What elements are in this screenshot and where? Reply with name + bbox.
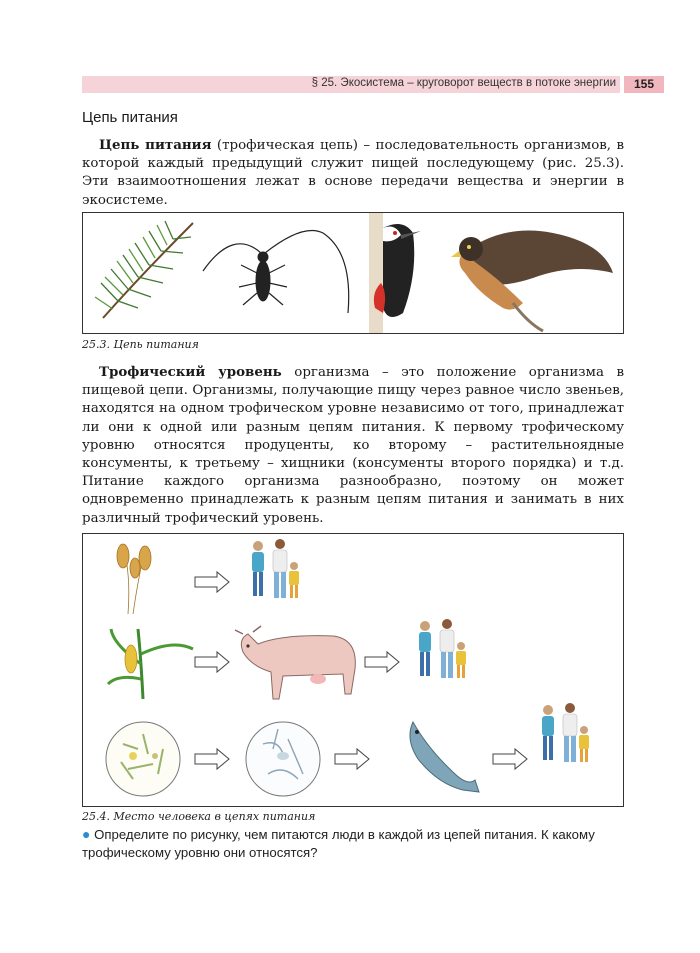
running-title: § 25. Экосистема – круговорот веществ в потоке энергии [311,77,616,89]
family-icon [419,619,466,678]
longhorn-beetle-icon [203,231,349,314]
arrow-icon [493,749,527,769]
cow-icon [235,626,355,699]
term-food-chain: Цепь питания [99,137,212,153]
paragraph-trophic-level-text: организма – это положение организма в пищевой цепи. Организмы, получающие пищу через равное число звеньев, находятся на одном трофическом уровне независимо от того, принадлежат ли они к одной или разным цепям питания. К первому трофическому уровню относятся продуценты, ко второму – растительноядные консументы, к третьему – хищники (консументы второго порядка) и т.д. Питание каждого организма разнообразно, поэтому он может одновременно принадлежать к разным цепям питания и занимать в них различный трофический уровень. [82,365,624,526]
paragraph-food-chain [82,136,624,210]
figure-caption-25-4: 25.4. Место человека в цепях питания [82,810,316,823]
section-title: Цепь питания [82,109,178,126]
figure-human-food-chains [82,533,624,807]
hawk-icon [451,231,613,332]
arrow-icon [195,749,229,769]
paragraph-food-chain-text: (трофическая цепь) – последовательность организмов, в которой каждый предыдущий служит пищей последующему (рис. 25.3). Эти взаимоотношения лежат в основе передачи вещества и энергии в экосистеме. [82,138,624,208]
spruce-branch-icon [95,221,193,318]
chain-plankton [106,703,589,796]
food-chain-illustration [83,213,623,333]
paragraph-trophic-level [82,363,624,528]
bullet-icon: ● [82,826,91,842]
family-icon [542,703,589,762]
chain-corn [108,619,466,699]
review-question-text: Определите по рисунку, чем питаются люди в каждой из цепей питания. К какому трофическому уровню они относятся? [82,827,595,860]
corn-icon [108,629,193,699]
page-number: 155 [624,76,664,93]
arrow-icon [195,652,229,672]
arrow-icon [195,572,229,592]
family-icon [252,539,299,598]
chain-wheat [117,539,299,614]
woodpecker-icon [369,213,421,333]
figure-food-chain [82,212,624,334]
arrow-icon [335,749,369,769]
fish-icon [410,722,479,792]
wheat-icon [117,544,151,614]
arrow-icon [365,652,399,672]
term-trophic-level: Трофический уровень [99,364,282,380]
zooplankton-icon [246,722,320,796]
review-question [82,826,627,861]
figure-caption-25-3: 25.3. Цепь питания [82,338,199,351]
human-food-chains-illustration [83,534,623,806]
phytoplankton-icon [106,722,180,796]
